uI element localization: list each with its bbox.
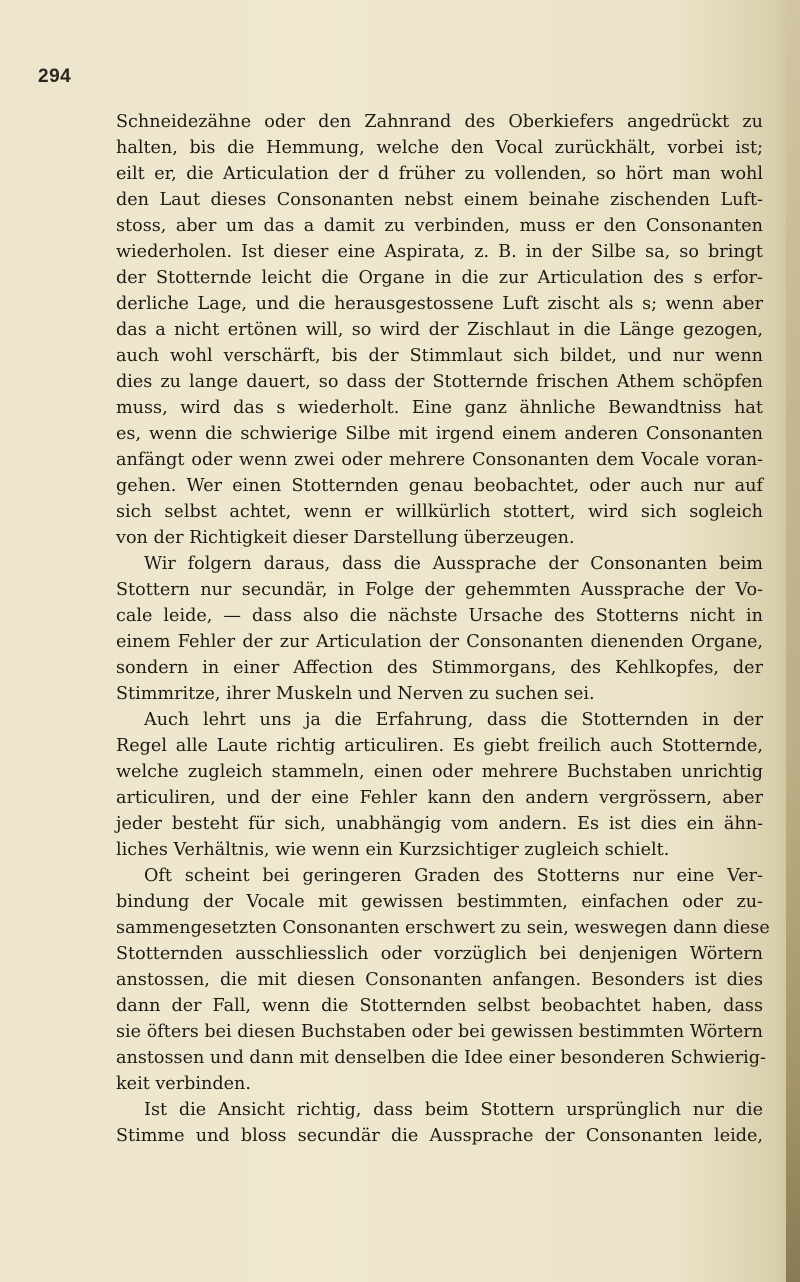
text-line: Auch lehrt uns ja die Erfahrung, dass die Stotternden in der: [144, 710, 763, 730]
text-line: muss, wird das s wiederholt. Eine ganz ähnliche Bewandtniss hat: [116, 398, 763, 418]
text-line: eilt er, die Articulation der d früher zu vollenden, so hört man wohl: [116, 164, 763, 184]
text-line: derliche Lage, und die herausgestossene Luft zischt als s; wenn aber: [116, 294, 763, 314]
text-line: sondern in einer Affection des Stimmorgans, des Kehlkopfes, der: [116, 658, 763, 678]
text-line: auch wohl verschärft, bis der Stimmlaut sich bildet, und nur wenn: [116, 346, 763, 366]
text-line: articuliren, und der eine Fehler kann den andern vergrössern, aber: [116, 788, 763, 808]
text-line: Stimme und bloss secundär die Aussprache der Consonanten leide,: [116, 1126, 763, 1146]
text-line: es, wenn die schwierige Silbe mit irgend einem anderen Consonanten: [116, 424, 763, 444]
text-line: keit verbinden.: [116, 1074, 251, 1094]
text-line: sammengesetzten Consonanten erschwert zu sein, weswegen dann diese: [116, 918, 770, 938]
text-line: stoss, aber um das a damit zu verbinden, muss er den Consonanten: [116, 216, 763, 236]
text-line: cale leide, — dass also die nächste Ursache des Stotterns nicht in: [116, 606, 763, 626]
text-line: liches Verhältnis, wie wenn ein Kurzsichtiger zugleich schielt.: [116, 840, 670, 860]
text-line: der Stotternde leicht die Organe in die zur Articulation des s erfor-: [116, 268, 763, 288]
text-line: wiederholen. Ist dieser eine Aspirata, z. B. in der Silbe sa, so bringt: [116, 242, 763, 262]
text-line: einem Fehler der zur Articulation der Consonanten dienenden Organe,: [116, 632, 763, 652]
text-line: bindung der Vocale mit gewissen bestimmten, einfachen oder zu-: [116, 892, 763, 912]
text-line: halten, bis die Hemmung, welche den Vocal zurückhält, vorbei ist;: [116, 138, 763, 158]
body-text: [116, 109, 770, 1149]
text-line: gehen. Wer einen Stotternden genau beobachtet, oder auch nur auf: [116, 476, 763, 496]
text-line: Ist die Ansicht richtig, dass beim Stottern ursprünglich nur die: [144, 1100, 763, 1120]
text-line: sie öfters bei diesen Buchstaben oder bei gewissen bestimmten Wörtern: [116, 1022, 763, 1042]
text-line: Schneidezähne oder den Zahnrand des Oberkiefers angedrückt zu: [116, 112, 763, 132]
text-line: Wir folgern daraus, dass die Aussprache der Consonanten beim: [144, 554, 763, 574]
text-line: jeder besteht für sich, unabhängig vom andern. Es ist dies ein ähn-: [116, 814, 763, 834]
text-line: anstossen und dann mit denselben die Idee einer besonderen Schwierig-: [116, 1048, 767, 1068]
page-number: 294: [38, 66, 72, 87]
text-line: Regel alle Laute richtig articuliren. Es giebt freilich auch Stotternde,: [116, 736, 763, 756]
text-line: welche zugleich stammeln, einen oder mehrere Buchstaben unrichtig: [116, 762, 763, 782]
text-line: Stimmritze, ihrer Muskeln und Nerven zu suchen sei.: [116, 684, 595, 704]
text-line: dies zu lange dauert, so dass der Stotternde frischen Athem schöpfen: [116, 372, 763, 392]
text-line: anfängt oder wenn zwei oder mehrere Consonanten dem Vocale voran-: [116, 450, 763, 470]
text-line: von der Richtigkeit dieser Darstellung überzeugen.: [116, 528, 575, 548]
page-edge-shadow: [786, 0, 800, 1282]
text-line: sich selbst achtet, wenn er willkürlich stottert, wird sich sogleich: [116, 502, 763, 522]
text-line: dann der Fall, wenn die Stotternden selbst beobachtet haben, dass: [116, 996, 763, 1016]
text-line: Stotternden ausschliesslich oder vorzüglich bei denjenigen Wörtern: [116, 944, 763, 964]
text-line: Oft scheint bei geringeren Graden des Stotterns nur eine Ver-: [144, 866, 763, 886]
text-line: Stottern nur secundär, in Folge der gehemmten Aussprache der Vo-: [116, 580, 763, 600]
text-line: den Laut dieses Consonanten nebst einem beinahe zischenden Luft-: [116, 190, 763, 210]
text-line: das a nicht ertönen will, so wird der Zischlaut in die Länge gezogen,: [116, 320, 763, 340]
text-line: anstossen, die mit diesen Consonanten anfangen. Besonders ist dies: [116, 970, 763, 990]
